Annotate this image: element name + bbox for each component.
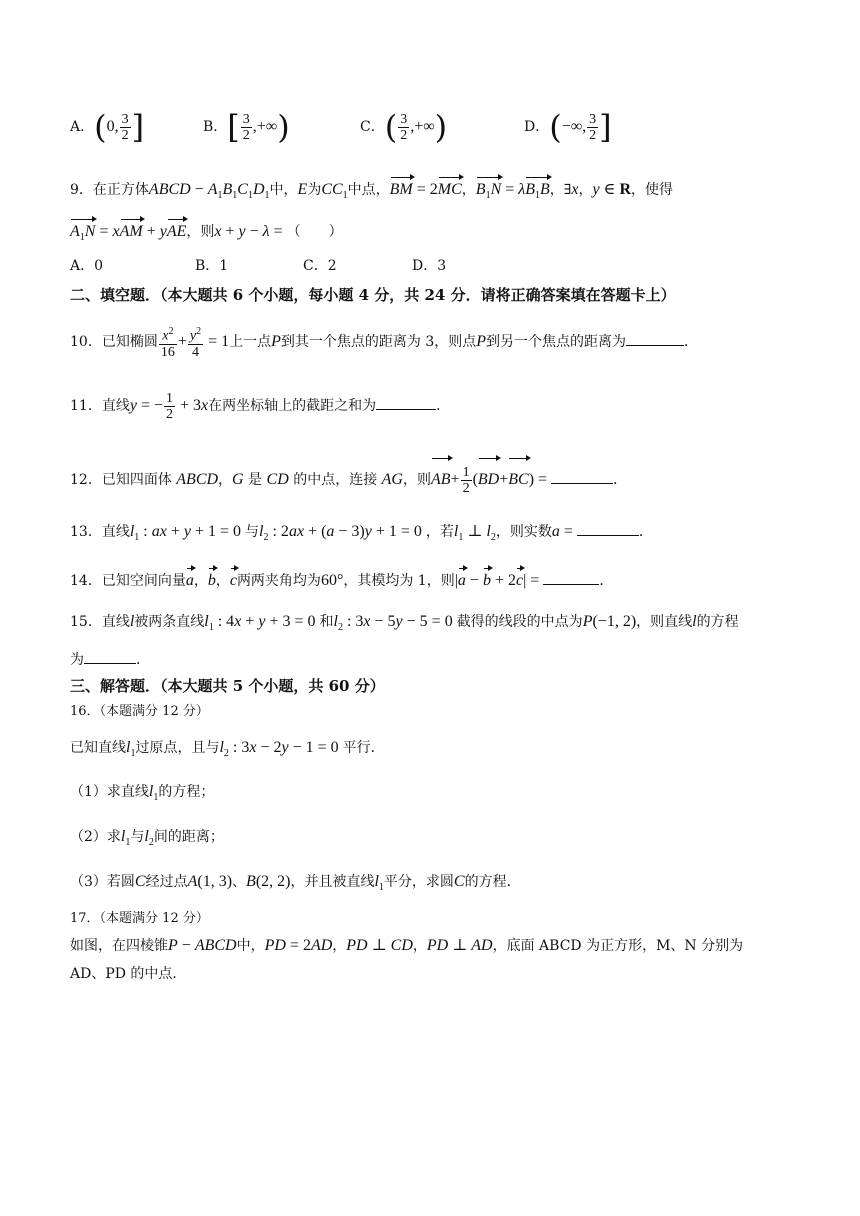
- q16-part-2: （2）求$l_1$与$l_2$间的距离；: [70, 828, 224, 849]
- q8-option-b: B．[ $\frac{3}{2}$ ,+∞): [203, 108, 290, 146]
- q16-part-1: （1）求直线$l_1$的方程；: [70, 783, 215, 804]
- q17-line2: AD、PD 的中点．: [70, 966, 187, 982]
- q10: 10．已知椭圆 $\frac{x^2}{16}$ + $\frac{y^2}{4}$ = 1上一点P到其一个焦点的距离为 3，则点P到另一个焦点的距离为 ．: [70, 326, 699, 360]
- q15-line2: 为 ．: [70, 649, 800, 671]
- q14: 14．已知空间向量a，b，c两两夹角均为60°，其模均为 1，则|a − b + 2c| = ．: [70, 567, 800, 592]
- section-2-heading: 二、填空题．（本大题共 6 个小题，每小题 4 分，共 24 分．请将正确答案填在答题卡上）: [70, 286, 676, 304]
- q9-line1: 9．在正方体ABCD − $A_1B_1C_1D_1$中，E为$CC_1$中点，BM = 2MC，$B_1N = \lambda B_1B$，∃x，y ∈ R，使得: [70, 176, 800, 207]
- q8-option-c: C．( $\frac{3}{2}$ ,+∞): [360, 108, 448, 146]
- q17-heading: 17．（本题满分 12 分）: [70, 911, 209, 926]
- q8-option-a: A．(0, $\frac{3}{2}$ ]: [70, 108, 145, 146]
- q15-line1: 15．直线l被两条直线$l_1$ : 4x + y + 3 = 0 和$l_2$ : 3x − 5y − 5 = 0 截得的线段的中点为P(−1, 2)，则直线l的方程: [70, 613, 739, 634]
- q12: 12．已知四面体 ABCD，G 是 CD 的中点，连接 AG，则AB+ $\frac{1}{2}$ (BD+BC) = ．: [70, 457, 800, 500]
- q16-part-3: （3）若圆C经过点A(1, 3)、B(2, 2)，并且被直线$l_1$平分，求圆C的方程．: [70, 873, 521, 894]
- q9-line2: $A_1N$ = xAM + yAE，则x + y − λ = （ ）: [70, 218, 800, 249]
- q17-line1: 如图，在四棱锥P − ABCD中，PD = 2AD，PD ⊥ CD，PD ⊥ AD，底面 ABCD 为正方形，M、N 分别为: [70, 937, 744, 954]
- q11: 11．直线y = − $\frac{1}{2}$ + 3x在两坐标轴上的截距之和为 ．: [70, 390, 451, 422]
- q16-heading: 16．（本题满分 12 分）: [70, 704, 209, 719]
- q8-option-d: D．(−∞, $\frac{3}{2}$ ]: [524, 108, 612, 146]
- q13: 13．直线$l_1$ : ax + y + 1 = 0 与$l_2$ : 2ax + (a − 3)y + 1 = 0 ，若$l_1$ ⊥ $l_2$，则实数a = ．: [70, 523, 653, 544]
- q16-stem: 已知直线$l_1$过原点，且与$l_2$ : 3x − 2y − 1 = 0 平行．: [70, 739, 385, 760]
- section-3-heading: 三、解答题．（本大题共 5 个小题，共 60 分）: [70, 677, 385, 695]
